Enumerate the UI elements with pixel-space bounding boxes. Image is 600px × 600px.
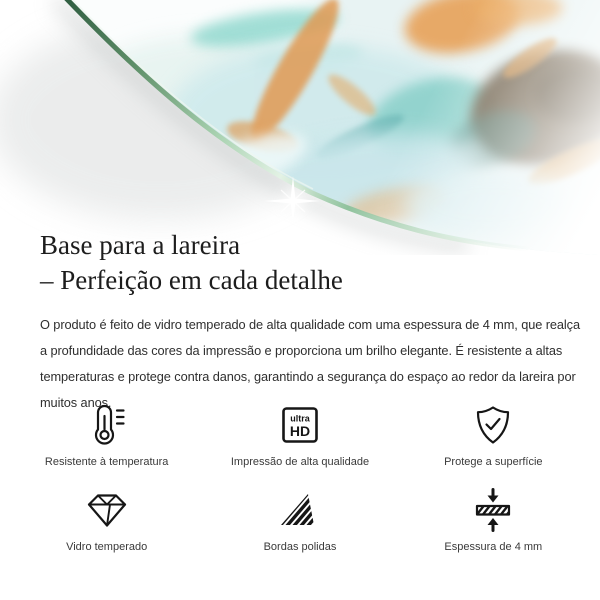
description-line: muitos anos. [40, 395, 112, 410]
ultra-hd-icon-text-top: ultra [290, 413, 310, 424]
compressed-thickness-icon [471, 486, 515, 534]
product-hero-image [0, 0, 600, 255]
ultra-hd-icon-text-bottom: HD [289, 423, 311, 439]
description-line: temperaturas e protege contra danos, garantindo a segurança do espaço ao redor da lareira por [40, 369, 576, 384]
shield-check-icon [471, 401, 515, 449]
feature-tempered-glass [10, 486, 203, 553]
feature-polished-edges [203, 486, 396, 553]
feature-label: Protege a superfície [444, 456, 543, 468]
feature-label: Vidro temperado [66, 541, 148, 553]
feature-label: Resistente à temperatura [44, 456, 169, 468]
description-line: O produto é feito de vidro temperado de alta qualidade com uma espessura de 4 mm, que realça [40, 317, 580, 332]
page-title-line2: – Perfeição em cada detalhe [40, 265, 343, 295]
feature-label: Impressão de alta qualidade [230, 456, 370, 468]
feature-label: Espessura de 4 mm [444, 541, 543, 553]
feature-print-quality [203, 401, 396, 468]
polished-edges-icon [278, 486, 322, 534]
ultra-hd-icon [278, 401, 322, 449]
feature-thickness [397, 486, 590, 553]
thermometer-icon [85, 401, 129, 449]
page-title-line1: Base para a lareira [40, 230, 241, 260]
feature-temperature [10, 401, 203, 468]
features-grid [10, 401, 590, 553]
description-line: a profundidade das cores da impressão e proporciona um brilho elegante. É resistente a altas [40, 343, 563, 358]
page-title [40, 228, 343, 298]
feature-surface-protection [397, 401, 590, 468]
diamond-icon [85, 486, 129, 534]
feature-label: Bordas polidas [263, 541, 337, 553]
